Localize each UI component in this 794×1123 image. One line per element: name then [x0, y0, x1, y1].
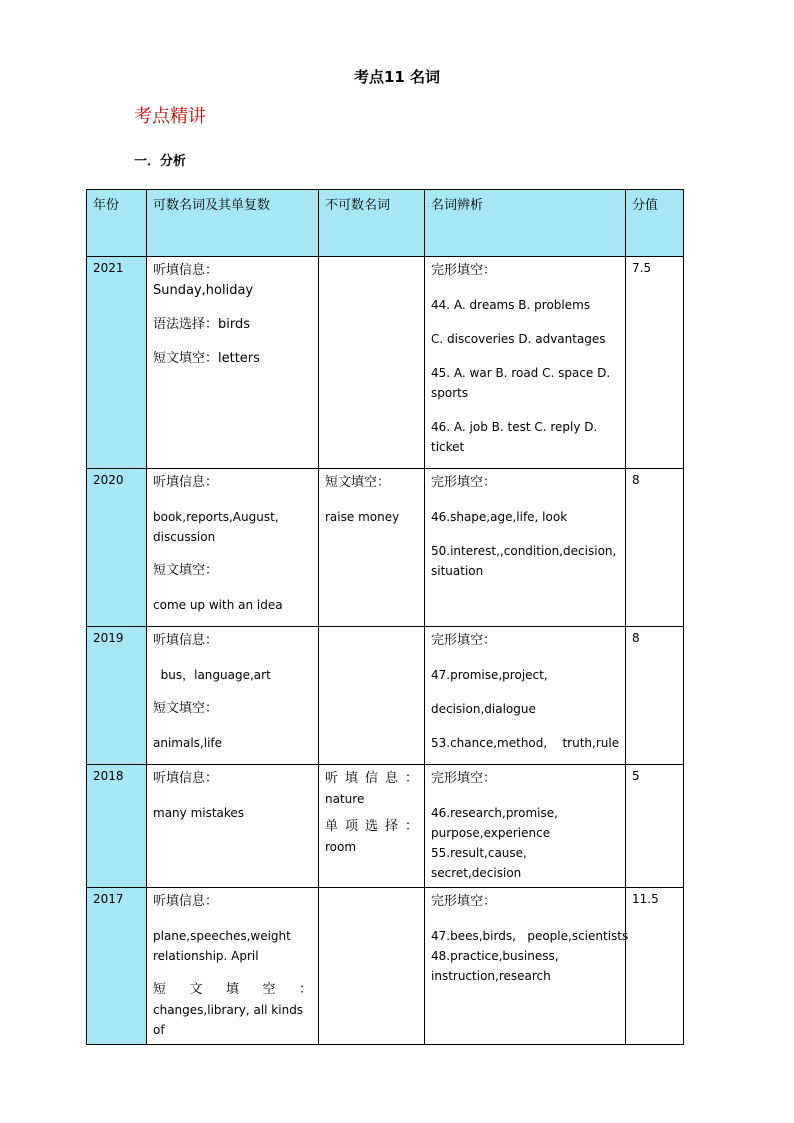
analysis-cell	[425, 469, 626, 627]
cell-line: 听填信息：	[153, 475, 219, 490]
cell-line: 听填信息：	[325, 771, 418, 786]
year-cell: 2017	[87, 888, 147, 1045]
doc-title: 考点11 名词	[353, 68, 441, 86]
cell-line: 完形填空：	[431, 475, 497, 490]
score-cell: 11.5	[626, 888, 684, 1045]
year-cell: 2021	[87, 257, 147, 469]
score-cell: 7.5	[626, 257, 684, 469]
header-countable: 可数名词及其单复数	[147, 190, 319, 257]
cell-line: 完形填空：	[431, 263, 497, 278]
cell-line: 语法选择：birds	[153, 317, 251, 332]
score-cell: 8	[626, 469, 684, 627]
cell-line: 短文填空：	[325, 475, 391, 490]
header-analysis: 名词辨析	[425, 190, 626, 257]
year-cell: 2019	[87, 627, 147, 765]
cell-line: 听填信息：Sunday,holiday	[153, 263, 254, 298]
cell-line: animals,life	[153, 736, 223, 750]
cell-line: 短文填空：letters	[153, 351, 260, 366]
cell-line: 听填信息：	[153, 894, 219, 909]
header-score: 分值	[626, 190, 684, 257]
year-cell: 2018	[87, 765, 147, 888]
table-header-row	[87, 190, 684, 257]
table-row	[87, 469, 684, 627]
table-row	[87, 627, 684, 765]
cell-line: 完形填空：	[431, 633, 497, 648]
countable-cell	[147, 257, 319, 469]
header-uncountable: 不可数名词	[319, 190, 425, 257]
analysis-cell	[425, 888, 629, 1045]
cell-line: 45. A. war B. road C. space D. sports	[431, 366, 611, 400]
cell-line: instruction,research	[431, 969, 551, 983]
table-row	[87, 888, 684, 1045]
cell-line: many mistakes	[153, 806, 245, 820]
cell-line: changes,library, all kinds of	[153, 1003, 304, 1037]
cell-line: raise money	[325, 510, 400, 524]
cell-line: 53.chance,method, truth,rule	[431, 736, 620, 750]
cell-line: book,reports,August, discussion	[153, 510, 279, 544]
cell-line: 短文填空：	[153, 701, 219, 716]
uncountable-cell	[319, 257, 425, 469]
cell-line: room	[325, 840, 357, 854]
score-cell: 5	[626, 765, 684, 888]
cell-line: 48.practice,business,	[431, 949, 559, 963]
cell-line: bus，language,art	[153, 668, 271, 682]
cell-line: plane,speeches,weight relationship. April	[153, 929, 291, 963]
analysis-cell	[425, 627, 626, 765]
cell-line: purpose,experience	[431, 826, 551, 840]
cell-line: 单项选择：	[325, 819, 418, 834]
countable-cell	[147, 765, 319, 888]
table-row	[87, 257, 684, 469]
uncountable-cell	[319, 765, 425, 888]
cell-line: 短文填空：	[153, 563, 219, 578]
cell-line: come up with an idea	[153, 598, 283, 612]
cell-line: C. discoveries D. advantages	[431, 332, 606, 346]
sub-heading: 一．分析	[134, 154, 187, 169]
cell-line: 听填信息：	[153, 771, 219, 786]
cell-line: 47.bees,birds, people,scientists	[431, 929, 629, 943]
countable-cell	[147, 627, 319, 765]
cell-line: 50.interest,,condition,decision,situation	[431, 544, 617, 578]
section-heading: 考点精讲	[134, 106, 206, 127]
cell-line: 55.result,cause, secret,decision	[431, 846, 527, 880]
year-cell: 2020	[87, 469, 147, 627]
table-row	[87, 765, 684, 888]
cell-line: decision,dialogue	[431, 702, 536, 716]
cell-line: 47.promise,project,	[431, 668, 548, 682]
cell-line: 46.research,promise,	[431, 806, 558, 820]
cell-line: 46. A. job B. test C. reply D. ticket	[431, 420, 598, 454]
score-cell: 8	[626, 627, 684, 765]
uncountable-cell	[319, 888, 425, 1045]
cell-line: nature	[325, 792, 365, 806]
cell-line: 完形填空：	[431, 771, 497, 786]
nouns-table	[86, 189, 684, 1045]
analysis-cell	[425, 765, 626, 888]
header-year: 年份	[87, 190, 147, 257]
analysis-cell	[425, 257, 626, 469]
cell-line: 短文填空：	[153, 982, 312, 997]
cell-line: 完形填空：	[431, 894, 497, 909]
uncountable-cell	[319, 469, 425, 627]
cell-line: 46.shape,age,life, look	[431, 510, 568, 524]
countable-cell	[147, 469, 319, 627]
cell-line: 听填信息：	[153, 633, 219, 648]
uncountable-cell	[319, 627, 425, 765]
cell-line: 44. A. dreams B. problems	[431, 298, 591, 312]
countable-cell	[147, 888, 319, 1045]
